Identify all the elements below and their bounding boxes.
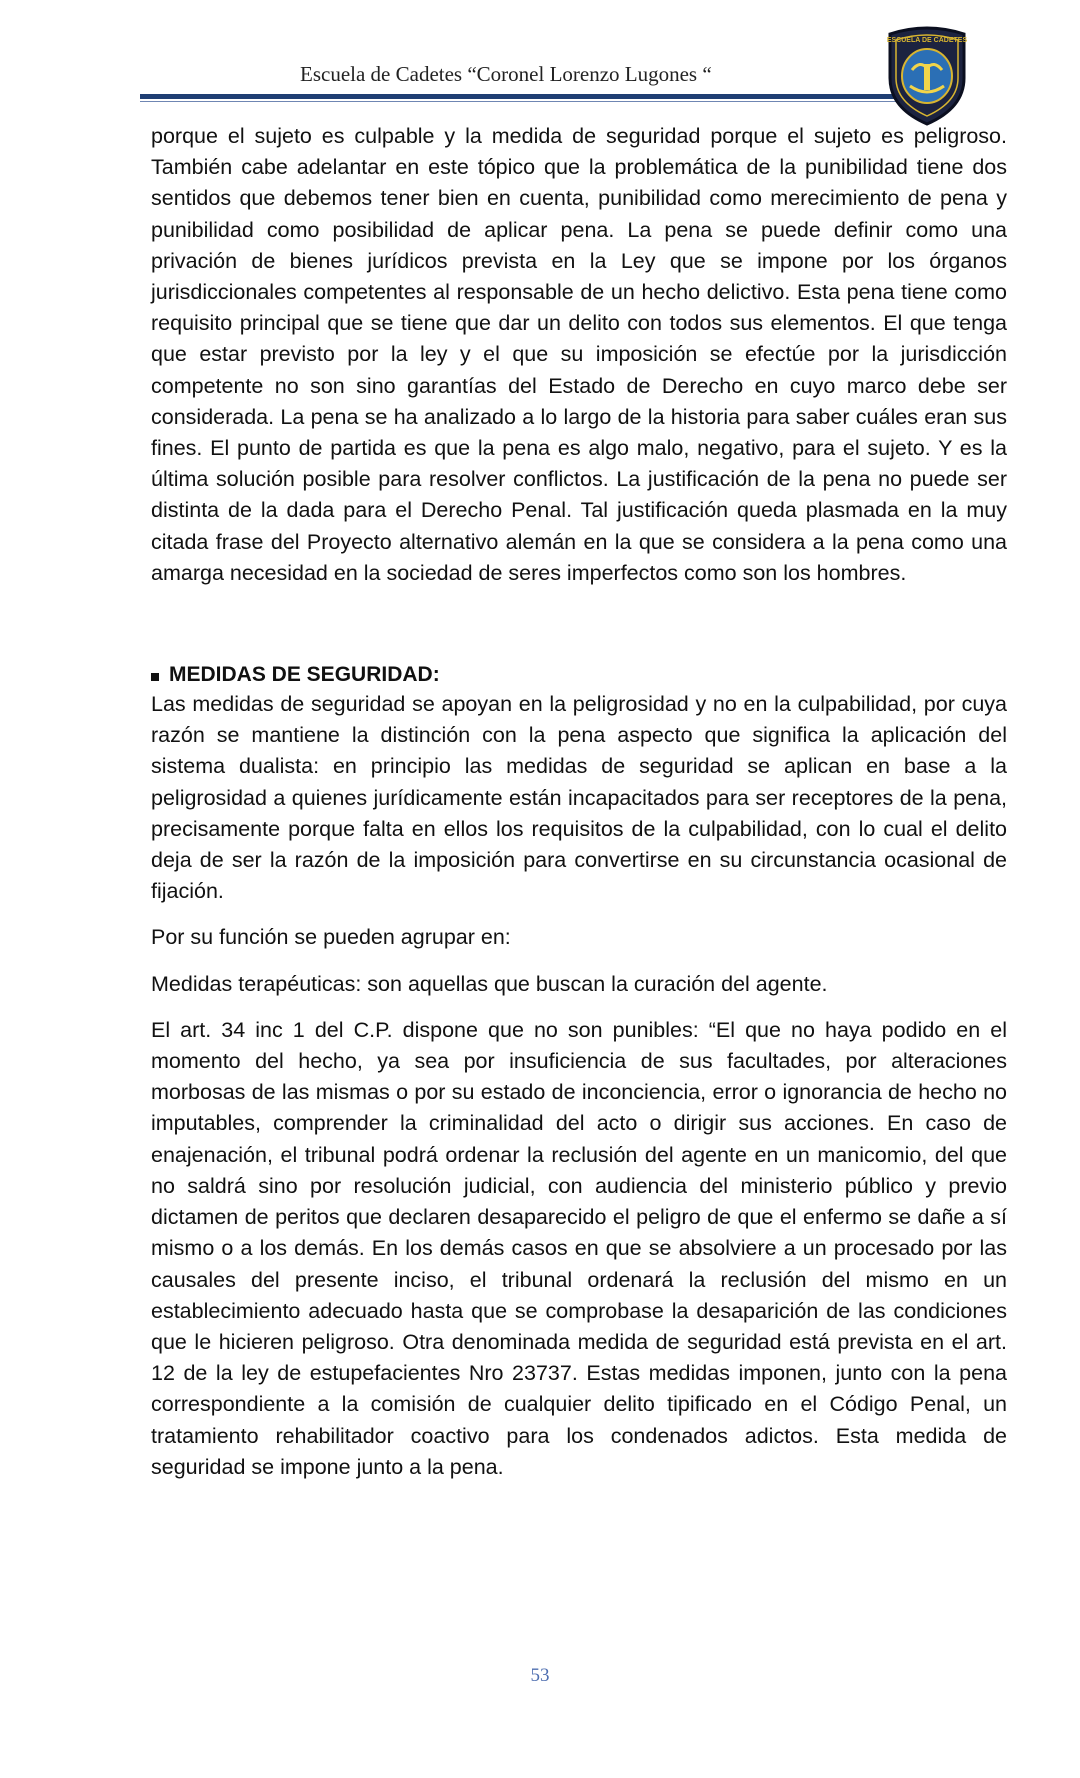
- section-paragraph-4: El art. 34 inc 1 del C.P. dispone que no son punibles: “El que no haya podido en el momento del hecho, ya sea por insuficiencia de sus facultades, por alteraciones morbosas de las mismas o por su estado de inconciencia, error o ignorancia de hecho no imputables, comprender la criminalidad del acto o dirigir sus acciones. En caso de enajenación, el tribunal podrá ordenar la reclusión del agente en un manicomio, del que no saldrá sino por resolución judicial, con audiencia del ministerio público y previo dictamen de peritos que declaren desaparecido el peligro de que el enfermo se dañe a sí mismo o a los demás. En los demás casos en que se absolviere a un procesado por las causales del presente inciso, el tribunal ordenará la reclusión del mismo en un establecimiento adecuado hasta que se comprobase la desaparición de las condiciones que le hicieren peligroso. Otra denominada medida de seguridad está prevista en el art. 12 de la ley de estupefacientes Nro 23737. Estas medidas imponen, junto con la pena correspondiente a la comisión de cualquier delito tipificado en el Código Penal, un tratamiento rehabilitador coactivo para los condenados adictos. Esta medida de seguridad se impone junto a la pena.: [151, 1017, 1007, 1479]
- section-spacer: [151, 589, 1007, 661]
- header-rule-thin: [140, 101, 900, 102]
- header-title: Escuela de Cadetes “Coronel Lorenzo Lugones “: [300, 62, 712, 86]
- header-rule: [140, 94, 900, 99]
- square-bullet-icon: [151, 673, 159, 681]
- section-heading-text: MEDIDAS DE SEGURIDAD:: [169, 663, 440, 687]
- page-body: [151, 121, 1007, 1483]
- intro-paragraph: porque el sujeto es culpable y la medida de seguridad porque el sujeto es peligroso. También cabe adelantar en este tópico que la problemática de la punibilidad tiene dos sentidos que debemos tener bien en cuenta, punibilidad como merecimiento de pena y punibilidad como posibilidad de aplicar pena. La pena se puede definir como una privación de bienes jurídicos prevista en la Ley que se impone por los órganos jurisdiccionales competentes al responsable de un hecho delictivo. Esta pena tiene como requisito principal que se tiene que dar un delito con todos sus elementos. El que tenga que estar previsto por la ley y el que su imposición se efectúe por la jurisdicción competente no son sino garantías del Estado de Derecho en cuyo marco debe ser considerada. La pena se ha analizado a lo largo de la historia para saber cuáles eran sus fines. El punto de partida es que la pena es algo malo, negativo, para el sujeto. Y es la última solución posible para resolver conflictos. La justificación de la pena no puede ser distinta de la dada para el Derecho Penal. Tal justificación queda plasmada en la muy citada frase del Proyecto alternativo alemán en la que se considera a la pena como una amarga necesidad en la sociedad de seres imperfectos como son los hombres.: [151, 124, 1007, 585]
- page-number: 53: [530, 1665, 550, 1686]
- section-paragraph-1: Las medidas de seguridad se apoyan en la peligrosidad y no en la culpabilidad, por cuya razón se mantiene la distinción con la pena aspecto que significa la aplicación del sistema dualista: en principio las medidas de seguridad se aplican en base a la peligrosidad a quienes jurídicamente están incapacitados para ser receptores de la pena, precisamente porque falta en ellos los requisitos de la culpabilidad, con lo cual el delito deja de ser la razón de la imposición para convertirse en su circunstancia ocasional de fijación.: [151, 692, 1007, 904]
- section-paragraph-3: Medidas terapéuticas: son aquellas que buscan la curación del agente.: [151, 971, 828, 996]
- police-school-crest-icon: [882, 20, 972, 128]
- section-heading: [151, 661, 1007, 689]
- logo-text: ESCUELA DE CADETES: [886, 37, 968, 44]
- section-paragraph-2: Por su función se pueden agrupar en:: [151, 925, 511, 950]
